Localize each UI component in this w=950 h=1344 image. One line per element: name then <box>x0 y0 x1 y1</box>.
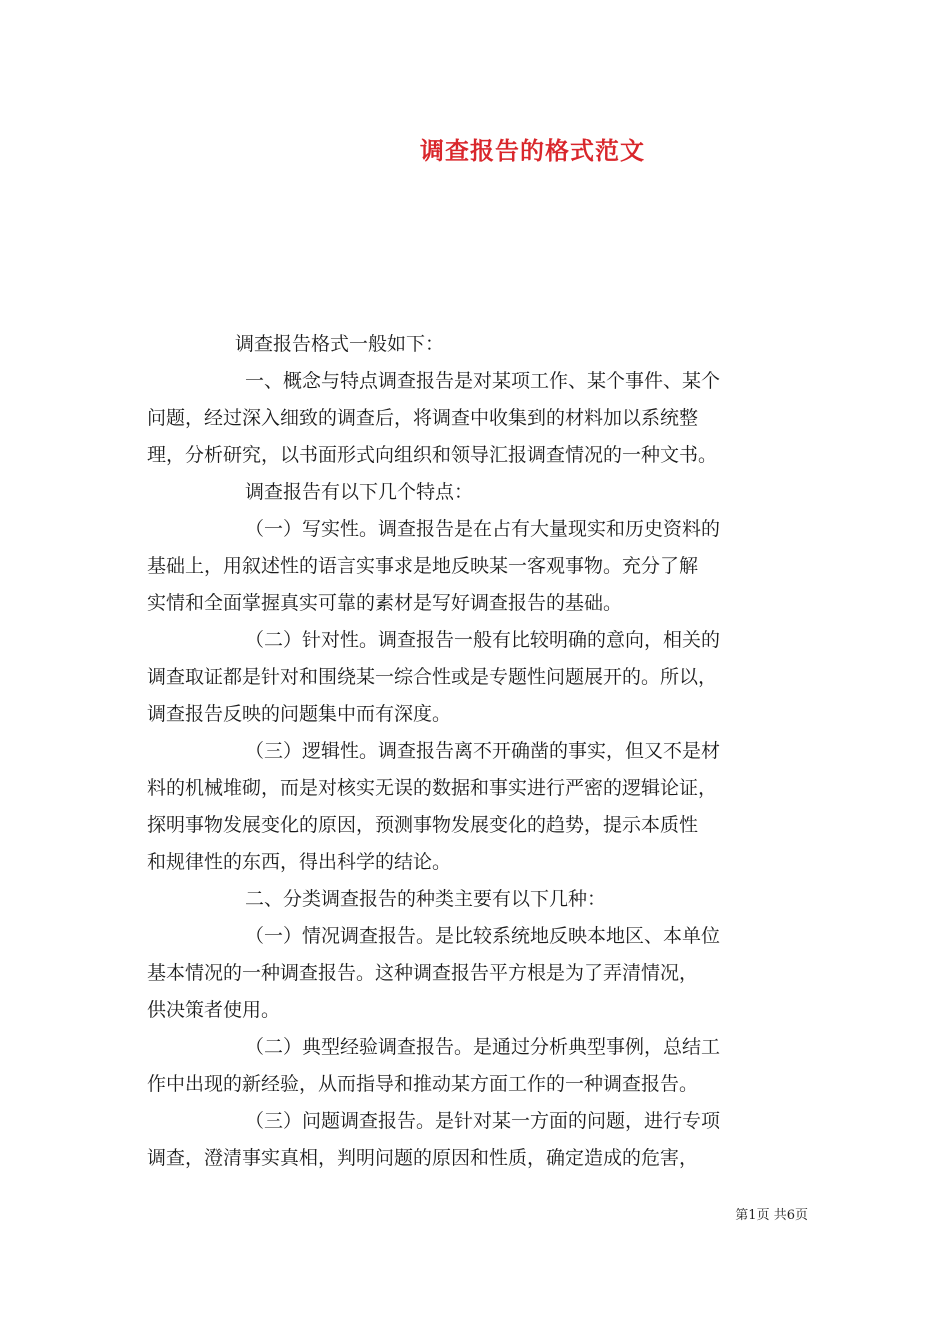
document-title: 调查报告的格式范文 <box>420 136 645 165</box>
paragraph-line: 实情和全面掌握真实可靠的素材是写好调查报告的基础。 <box>147 592 623 614</box>
paragraph-line: （二）针对性。调查报告一般有比较明确的意向，相关的 <box>245 629 721 651</box>
footer-middle: 页 共 <box>756 1208 787 1223</box>
paragraph-line: （一）写实性。调查报告是在占有大量现实和历史资料的 <box>245 518 721 540</box>
document-body <box>147 326 817 1177</box>
footer-suffix: 页 <box>794 1208 808 1223</box>
paragraph-line: 作中出现的新经验，从而指导和推动某方面工作的一种调查报告。 <box>147 1073 699 1095</box>
paragraph-line: 调查报告有以下几个特点： <box>245 481 474 503</box>
paragraph-line: 基础上，用叙述性的语言实事求是地反映某一客观事物。充分了解 <box>147 555 699 577</box>
page-footer <box>0 1204 808 1223</box>
paragraph-line: 二、分类调查报告的种类主要有以下几种： <box>245 888 607 910</box>
paragraph-line: 理，分析研究，以书面形式向组织和领导汇报调查情况的一种文书。 <box>147 444 718 466</box>
footer-prefix: 第 <box>735 1208 749 1223</box>
paragraph-line: 调查报告格式一般如下： <box>235 333 445 355</box>
paragraph-line: 调查取证都是针对和围绕某一综合性或是专题性问题展开的。所以， <box>147 666 718 688</box>
paragraph-line: 探明事物发展变化的原因，预测事物发展变化的趋势，提示本质性 <box>147 814 699 836</box>
paragraph-line: 供决策者使用。 <box>147 999 281 1021</box>
paragraph-line: 调查，澄清事实真相，判明问题的原因和性质，确定造成的危害， <box>147 1147 699 1169</box>
footer-current-page: 1 <box>748 1208 757 1223</box>
paragraph-line: 基本情况的一种调查报告。这种调查报告平方根是为了弄清情况， <box>147 962 699 984</box>
paragraph-line: （三）逻辑性。调查报告离不开确凿的事实，但又不是材 <box>245 740 721 762</box>
paragraph-line: 一、概念与特点调查报告是对某项工作、某个事件、某个 <box>245 370 721 392</box>
footer-total-pages: 6 <box>786 1208 795 1223</box>
paragraph-line: （二）典型经验调查报告。是通过分析典型事例，总结工 <box>245 1036 721 1058</box>
paragraph-line: （三）问题调查报告。是针对某一方面的问题，进行专项 <box>245 1110 721 1132</box>
paragraph-line: 料的机械堆砌，而是对核实无误的数据和事实进行严密的逻辑论证， <box>147 777 718 799</box>
paragraph-line: （一）情况调查报告。是比较系统地反映本地区、本单位 <box>245 925 721 947</box>
paragraph-line: 问题，经过深入细致的调查后，将调查中收集到的材料加以系统整 <box>147 407 699 429</box>
paragraph-line: 和规律性的东西，得出科学的结论。 <box>147 851 452 873</box>
paragraph-line: 调查报告反映的问题集中而有深度。 <box>147 703 452 725</box>
